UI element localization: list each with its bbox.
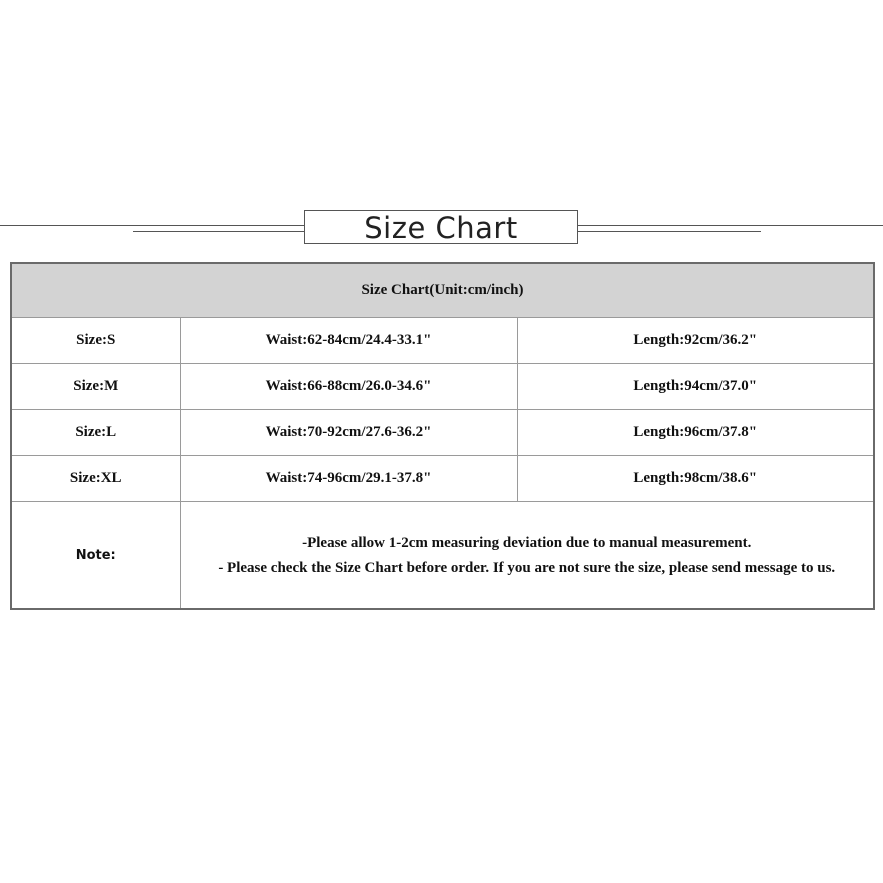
header-rule-top-right [578, 225, 883, 226]
size-cell: Size:M [11, 364, 180, 410]
size-cell: Size:XL [11, 456, 180, 502]
table-row [11, 364, 874, 410]
note-label: Note: [11, 502, 180, 610]
length-cell: Length:98cm/38.6" [517, 456, 874, 502]
size-chart-table [10, 262, 875, 610]
waist-cell: Waist:66-88cm/26.0-34.6" [180, 364, 517, 410]
note-line-2: - Please check the Size Chart before order. If you are not sure the size, please send message to us. [218, 559, 836, 576]
page-title: Size Chart [364, 211, 518, 245]
table-row [11, 456, 874, 502]
note-content [180, 502, 874, 610]
waist-cell: Waist:70-92cm/27.6-36.2" [180, 410, 517, 456]
waist-cell: Waist:74-96cm/29.1-37.8" [180, 456, 517, 502]
table-caption-row [11, 263, 874, 318]
table-row [11, 410, 874, 456]
table-row [11, 318, 874, 364]
note-line-1: -Please allow 1-2cm measuring deviation due to manual measurement. [302, 534, 752, 551]
size-cell: Size:S [11, 318, 180, 364]
note-row [11, 502, 874, 610]
table-caption: Size Chart(Unit:cm/inch) [11, 263, 874, 318]
header-rule-top [0, 225, 304, 226]
length-cell: Length:92cm/36.2" [517, 318, 874, 364]
length-cell: Length:96cm/37.8" [517, 410, 874, 456]
waist-cell: Waist:62-84cm/24.4-33.1" [180, 318, 517, 364]
size-cell: Size:L [11, 410, 180, 456]
header-rule-bottom-left [133, 231, 304, 232]
header-rule-bottom-right [578, 231, 761, 232]
length-cell: Length:94cm/37.0" [517, 364, 874, 410]
